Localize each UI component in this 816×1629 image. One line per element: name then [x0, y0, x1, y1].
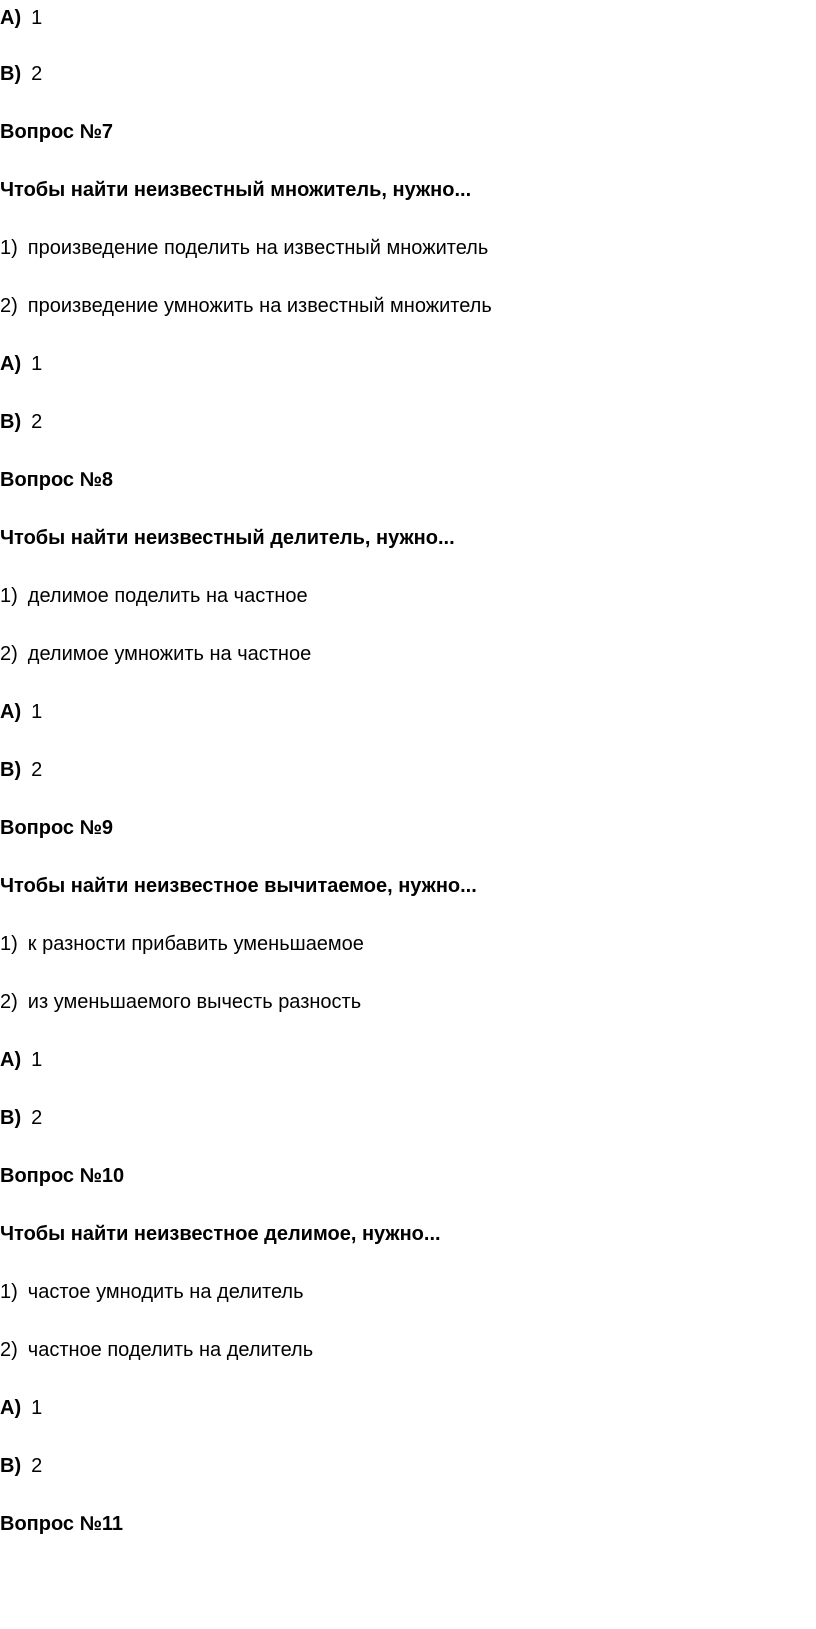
- option-text: из уменьшаемого вычесть разность: [27, 991, 362, 1013]
- option-marker: 2): [0, 295, 18, 317]
- answer-option-a[interactable]: [0, 1045, 42, 1075]
- answer-value: 1: [31, 1397, 43, 1419]
- option-text: произведение поделить на известный множитель: [27, 237, 489, 259]
- answer-marker: A): [0, 1049, 22, 1071]
- answer-value: 2: [31, 1107, 43, 1129]
- answer-value: 2: [31, 411, 43, 433]
- option-text: частое умнодить на делитель: [27, 1281, 304, 1303]
- question-title: Вопрос №7: [0, 121, 114, 143]
- question-prompt: Чтобы найти неизвестный множитель, нужно...: [0, 179, 472, 201]
- answer-marker: B): [0, 411, 22, 433]
- answer-option-a[interactable]: [0, 3, 42, 33]
- question-prompt: Чтобы найти неизвестный делитель, нужно...: [0, 527, 455, 549]
- option-marker: 1): [0, 237, 18, 259]
- option-text: произведение умножить на известный множитель: [27, 295, 492, 317]
- answer-option-b[interactable]: [0, 1451, 42, 1481]
- answer-option-b[interactable]: [0, 407, 42, 437]
- option-text: частное поделить на делитель: [27, 1339, 314, 1361]
- answer-value: 2: [31, 1455, 43, 1477]
- answer-value: 1: [31, 7, 43, 29]
- option-text: к разности прибавить уменьшаемое: [27, 933, 364, 955]
- answer-option-b[interactable]: [0, 755, 42, 785]
- option-text: делимое умножить на частное: [27, 643, 312, 665]
- answer-option-a[interactable]: [0, 1393, 42, 1423]
- option-marker: 1): [0, 585, 18, 607]
- option-text: делимое поделить на частное: [27, 585, 308, 607]
- question-option-2: [0, 987, 361, 1017]
- answer-option-a[interactable]: [0, 349, 42, 379]
- option-marker: 1): [0, 1281, 18, 1303]
- question-title: Вопрос №8: [0, 469, 114, 491]
- question-prompt: Чтобы найти неизвестное делимое, нужно...: [0, 1223, 441, 1245]
- question-option-1: [0, 233, 488, 263]
- answer-option-b[interactable]: [0, 59, 42, 89]
- option-marker: 2): [0, 1339, 18, 1361]
- answer-marker: A): [0, 353, 22, 375]
- answer-marker: A): [0, 7, 22, 29]
- option-marker: 2): [0, 643, 18, 665]
- option-marker: 1): [0, 933, 18, 955]
- answer-value: 2: [31, 759, 43, 781]
- option-marker: 2): [0, 991, 18, 1013]
- question-title: Вопрос №11: [0, 1513, 124, 1535]
- question-prompt: Чтобы найти неизвестное вычитаемое, нужно...: [0, 875, 477, 897]
- answer-marker: B): [0, 759, 22, 781]
- answer-option-a[interactable]: [0, 697, 42, 727]
- answer-option-b[interactable]: [0, 1103, 42, 1133]
- question-title: Вопрос №10: [0, 1165, 125, 1187]
- question-option-2: [0, 639, 311, 669]
- answer-marker: A): [0, 701, 22, 723]
- question-option-1: [0, 581, 308, 611]
- question-option-1: [0, 929, 364, 959]
- answer-marker: B): [0, 63, 22, 85]
- question-option-1: [0, 1277, 304, 1307]
- answer-marker: A): [0, 1397, 22, 1419]
- answer-value: 1: [31, 1049, 43, 1071]
- answer-marker: B): [0, 1455, 22, 1477]
- question-title: Вопрос №9: [0, 817, 114, 839]
- answer-value: 1: [31, 353, 43, 375]
- question-option-2: [0, 1335, 313, 1365]
- answer-marker: B): [0, 1107, 22, 1129]
- answer-value: 1: [31, 701, 43, 723]
- question-option-2: [0, 291, 492, 321]
- answer-value: 2: [31, 63, 43, 85]
